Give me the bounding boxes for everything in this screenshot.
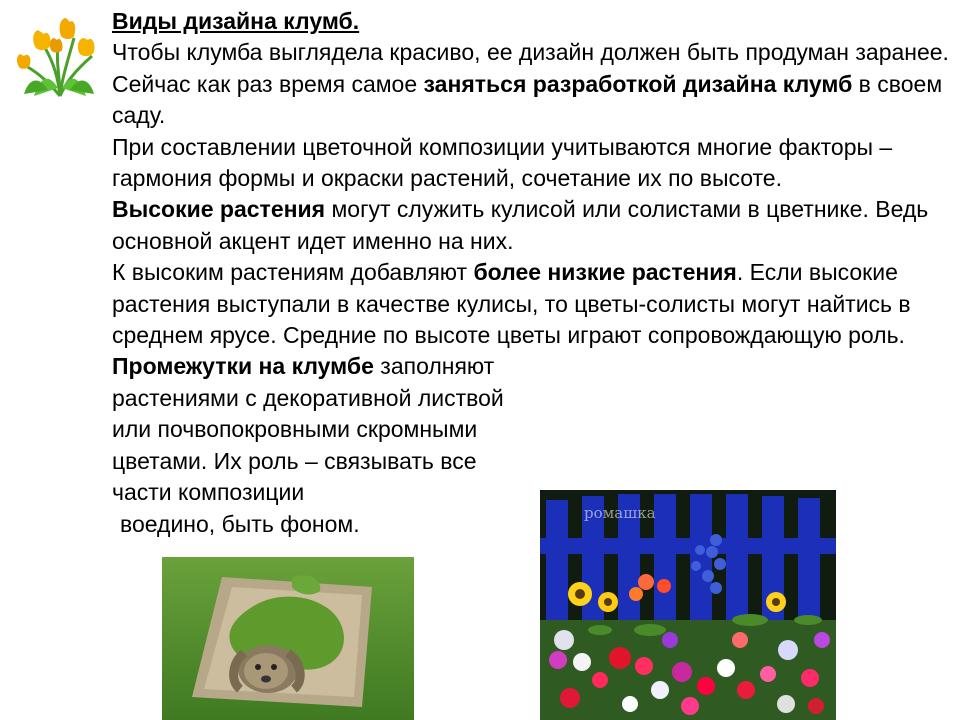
paragraph-1-end: в своем саду. [112,70,943,129]
paragraph-3-text: могут служить кулисой или солистами в цветнике. Ведь основной акцент идет именно на них. [112,196,929,254]
paragraph-3 [112,194,958,257]
paragraph-1 [112,37,958,131]
photo-watermark: ромашка [584,504,656,522]
text-block [112,6,958,540]
flowerbed-blue-fence-photo [540,490,836,720]
grass-dog-sculpture-photo [162,557,414,720]
page-title: Виды дизайна клумб. [112,8,360,34]
paragraph-4-end: . Если высокие растения выступали в качестве кулисы, то цветы-солисты могут найтись в среднем ярусе. Средние по высоте цветы играют сопровождающую роль. [112,259,911,349]
paragraph-4-bold: более низкие растения [473,259,737,286]
paragraph-6: воедино, быть фоном. [120,510,360,537]
paragraph-5-bold: Промежутки на клумбе [112,353,374,380]
paragraph-4 [112,257,958,351]
tulip-icon [14,8,104,100]
paragraph-4-text: К высоким растениям добавляют [112,259,474,286]
paragraph-1-bold: заняться разработкой дизайна клумб [423,70,853,97]
paragraph-5-text: заполняют растениями с декоративной листвой или почвопокровными скромными цветами. Их роль – связывать все части композиции [112,353,504,506]
paragraph-5 [112,351,522,508]
paragraph-3-bold: Высокие растения [112,196,326,223]
paragraph-2: При составлении цветочной композиции учитываются многие факторы – гармония формы и окраски растений, сочетание их по высоте. [112,133,893,192]
paragraph-1-text: Чтобы клумба выглядела красиво, ее дизайн должен быть продуман заранее. Сейчас как раз время самое [112,39,949,97]
